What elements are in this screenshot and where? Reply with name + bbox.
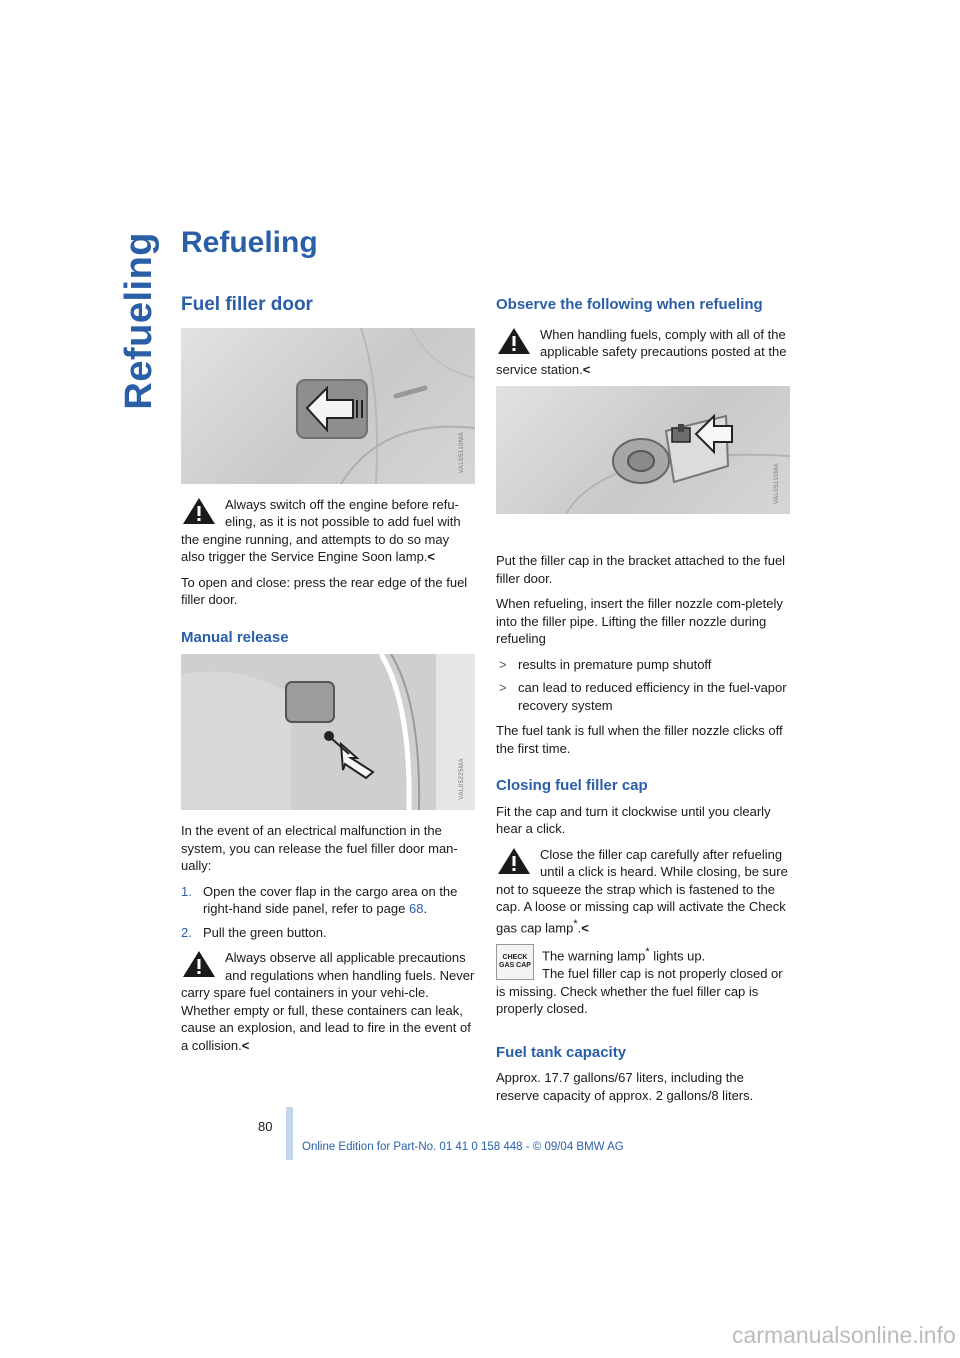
page-link[interactable]: 68 [408,901,424,916]
side-tab-chapter: Refueling [118,232,160,410]
lamp-text: The warning lamp [542,948,646,964]
subheading-observe-refueling: Observe the following when refueling [496,296,763,313]
paragraph: When refueling, insert the filler nozzle com-pletely into the filler pipe. Lifting the filler nozzle during refueling [496,596,783,646]
paragraph: To open and close: press the rear edge of the fuel filler door. [181,574,468,607]
figure-manual-release [181,654,475,810]
step-text: Pull the green button. [203,924,327,940]
step-number: 1. [181,883,192,899]
optional-equipment-star: * [645,946,650,959]
section-title-fuel-filler-door: Fuel filler door [181,294,313,315]
list-item [496,679,790,714]
step-text-end: . [423,901,428,916]
end-mark: < [241,1037,250,1053]
steps-list [181,883,475,942]
warning-text: Close the filler cap carefully after refueling until a click is heard. While closing, be sure not to squeeze the strap which is fastened to the cap. A loose or missing cap will activate the Check gas cap lamp [496,846,788,935]
figure-fuel-filler-door [181,328,475,484]
left-column [181,296,475,1062]
subheading-manual-release: Manual release [181,628,289,646]
check-gas-cap-icon [496,944,534,980]
warning-fuel-containers [181,949,475,1054]
warning-text: When handling fuels, comply with all of the applicable safety precautions posted at the service station. [496,326,787,377]
bullet-marker: > [499,680,507,695]
end-mark: < [427,549,436,564]
warning-engine-off [181,496,475,566]
figure-code: VAL05110MA [458,432,465,474]
gascap-line: GAS CAP [499,962,531,970]
warning-text: Always observe all applicable precautions and regulations when handling fuels. Never carry spare fuel containers in your vehi-cle. Whether empty or full, these containers can leak, cause an explosion, and lead to fire in the event of a collision. [181,950,475,1053]
paragraph: Fit the cap and turn it clockwise until you clearly hear a click. [496,803,771,836]
check-gas-cap-block [496,944,790,1025]
list-item [496,656,790,674]
figure-code: VAL05225MA [458,758,465,800]
page-number: 80 [258,1119,273,1134]
figure-filler-cap-bracket [496,386,790,514]
step-text: Open the cover flap in the cargo area on the right-hand side panel, refer to page [203,883,458,916]
list-item [181,883,475,918]
page-title: Refueling [181,226,318,259]
fuel-door-illustration [181,328,475,484]
gascap-line: CHECK [502,954,528,962]
paragraph: Approx. 17.7 gallons/67 liters, including the reserve capacity of approx. 2 gallons/8 liters. [496,1070,754,1103]
warning-text: Always switch off the engine before refu-eling, as it is not possible to add fuel with the engine running, and attempts to do so may also trigger the Service Engine Soon lamp. [181,496,461,564]
lamp-text: The fuel filler cap is not properly closed or is missing. Check whether the fuel filler cap is properly closed. [496,966,783,1017]
warning-triangle-icon [496,326,532,356]
bullet-list [496,656,790,715]
footer-bar [286,1107,293,1160]
paragraph: Put the filler cap in the bracket attached to the fuel filler door. [496,553,786,586]
warning-closing-cap: Close the filler cap carefully after refueling until a click is heard. While closing, be sure not to squeeze the strap which is fastened to the cap. A loose or missing cap will activate the Check gas cap lamp*.< [496,846,788,935]
warning-triangle-icon [181,496,217,526]
right-column [496,296,790,1112]
end-mark: < [581,919,589,935]
warning-triangle-icon [496,846,532,876]
list-item [181,924,475,942]
paragraph: In the event of an electrical malfunction in the system, you can release the fuel filler door man-ually: [181,823,458,873]
subheading-fuel-tank-capacity: Fuel tank capacity [496,1043,627,1061]
warning-triangle-icon [181,949,217,979]
optional-equipment-star: * [573,917,578,930]
footer-text: Online Edition for Part-No. 01 41 0 158 448 - © 09/04 BMW AG [302,1141,624,1153]
subheading-closing-filler-cap: Closing fuel filler cap [496,777,648,794]
bullet-text: can lead to reduced efficiency in the fuel-vapor recovery system [518,680,787,713]
bullet-marker: > [499,656,507,672]
bullet-text: results in premature pump shutoff [518,656,712,672]
lamp-text: lights up. [649,948,706,964]
step-number: 2. [181,924,192,940]
end-mark: < [582,361,591,377]
manual-release-illustration [181,654,475,810]
filler-cap-illustration [496,386,790,514]
watermark: carmanualsonline.info [732,1322,956,1348]
warning-safety-precautions [496,326,790,379]
figure-code: VAL05110MA [773,462,780,504]
paragraph: The fuel tank is full when the filler nozzle clicks off the first time. [496,723,783,756]
